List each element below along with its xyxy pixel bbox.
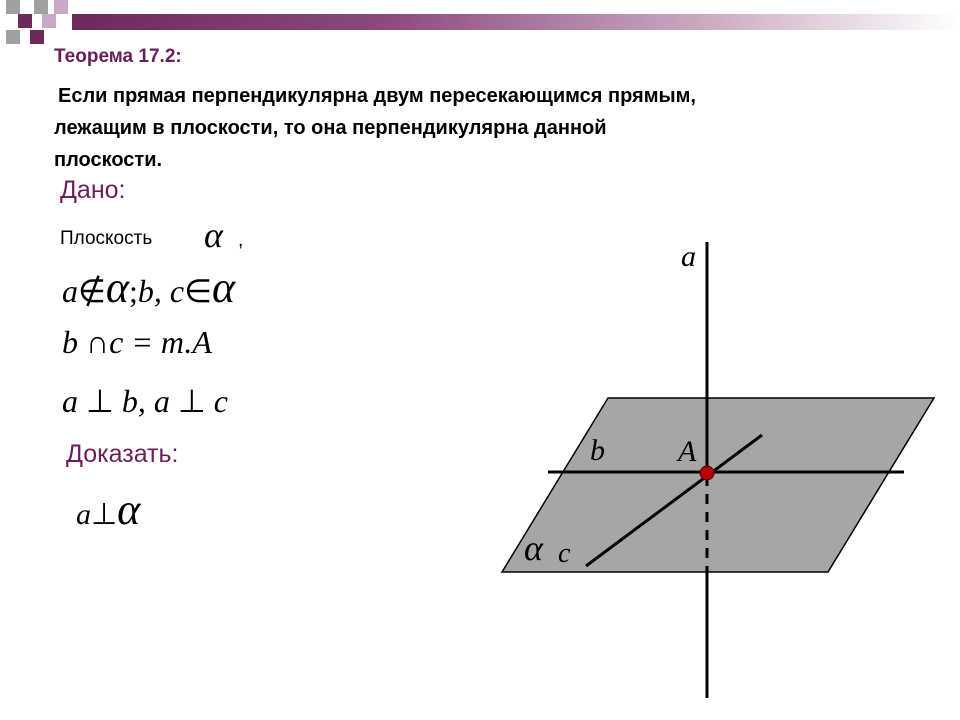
var-a: a [62, 383, 78, 419]
label-line-c: c [558, 538, 571, 569]
label-point-A: A [678, 435, 697, 468]
given-heading: Дано: [60, 176, 126, 204]
intersection-symbol: ∩ [86, 324, 110, 360]
intersection-point: c = т.A [109, 324, 212, 360]
in-symbol: ∈ [184, 273, 212, 309]
var-a: a [76, 498, 91, 531]
alpha-symbol: α [105, 263, 129, 312]
perp-symbol: ⊥ [86, 383, 114, 419]
theorem-line: лежащим в плоскости, то она перпендикулярна данной [54, 117, 607, 139]
label-plane-alpha: α [524, 528, 543, 568]
alpha-symbol: α [211, 263, 236, 312]
var-c: c [213, 383, 228, 419]
prove-heading: Доказать: [66, 440, 179, 468]
notin-symbol: ∉ [78, 273, 106, 309]
plane-label: Плоскость [60, 228, 153, 249]
point-A [700, 466, 714, 480]
vars-bc: b, c [137, 273, 185, 309]
perp-symbol: ⊥ [177, 383, 206, 419]
var-a: a [62, 273, 78, 309]
theorem-line: плоскости. [54, 149, 163, 171]
label-line-b: b [590, 434, 605, 467]
theorem-line: Если прямая перпендикулярна двум пересекающимся прямым, [58, 85, 696, 107]
alpha-symbol: α [117, 485, 141, 534]
perp-symbol: ⊥ [91, 498, 118, 531]
label-line-a: a [681, 240, 696, 273]
plane-symbol: α [204, 215, 223, 255]
theorem-title: Теорема 17.2: [54, 46, 182, 67]
plane-comma: , [238, 230, 244, 251]
var-b: b [62, 324, 78, 360]
semicolon: ; [128, 273, 138, 309]
vars-b-a: b, a [121, 383, 170, 419]
